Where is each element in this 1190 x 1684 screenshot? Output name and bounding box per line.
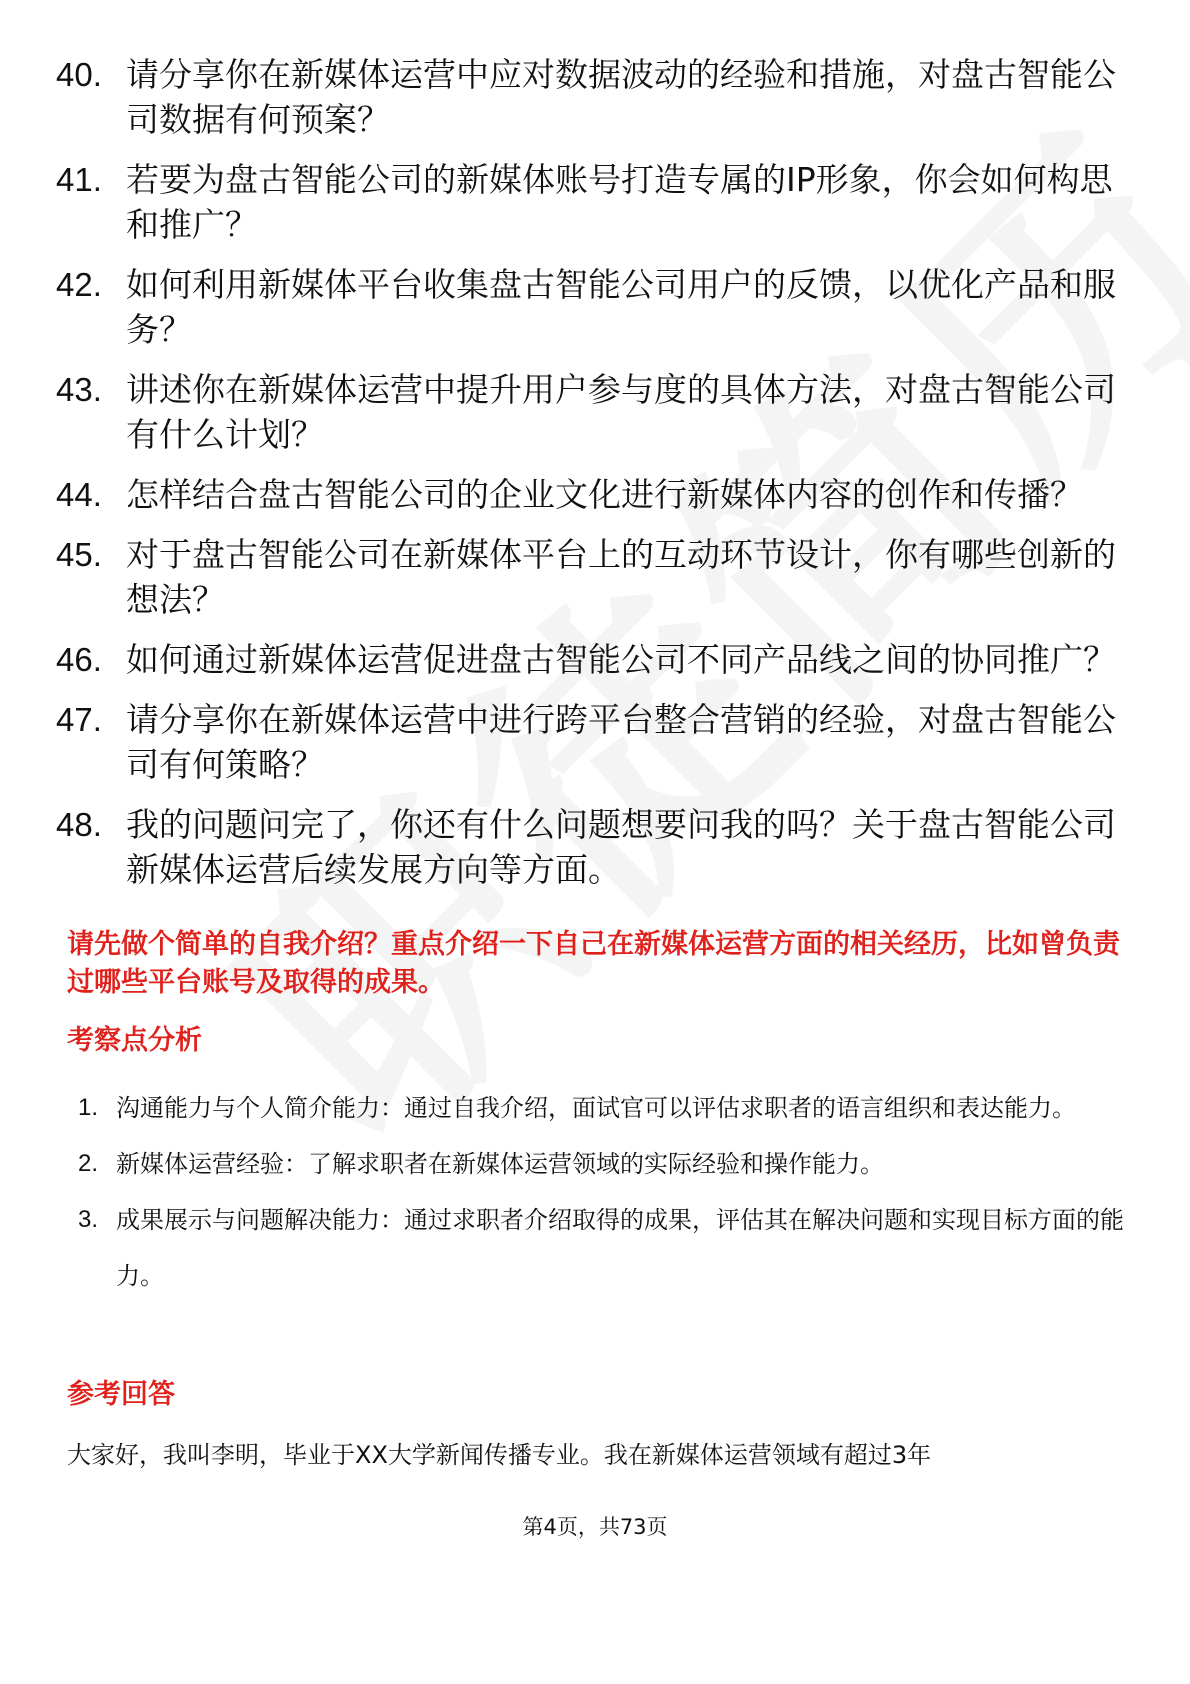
- question-text: 若要为盘古智能公司的新媒体账号打造专属的IP形象，你会如何构思和推广？: [126, 160, 1113, 244]
- question-text: 如何利用新媒体平台收集盘古智能公司用户的反馈，以优化产品和服务？: [126, 265, 1116, 349]
- question-number: 40.: [56, 56, 102, 93]
- analysis-item: [78, 1192, 1128, 1304]
- question-text: 怎样结合盘古智能公司的企业文化进行新媒体内容的创作和传播？: [126, 475, 1083, 514]
- question-item: [56, 262, 1126, 352]
- analysis-item: [78, 1080, 1128, 1136]
- question-text: 对于盘古智能公司在新媒体平台上的互动环节设计，你有哪些创新的想法？: [126, 535, 1116, 619]
- question-item: [56, 532, 1126, 622]
- analysis-number: 3.: [78, 1206, 99, 1233]
- answer-text: 大家好，我叫李明，毕业于XX大学新闻传播专业。我在新媒体运营领域有超过3年: [67, 1441, 932, 1469]
- question-number: 41.: [56, 161, 102, 198]
- question-item: [56, 52, 1126, 142]
- question-text: 请分享你在新媒体运营中应对数据波动的经验和措施，对盘古智能公司数据有何预案？: [126, 55, 1116, 139]
- analysis-list: [78, 1080, 1128, 1304]
- answer-title: 参考回答: [67, 1379, 175, 1410]
- question-number: 48.: [56, 806, 102, 843]
- question-number: 42.: [56, 266, 102, 303]
- question-item: [56, 367, 1126, 457]
- analysis-title: 考察点分析: [67, 1025, 202, 1056]
- analysis-item: [78, 1136, 1128, 1192]
- analysis-number: 1.: [78, 1094, 99, 1121]
- analysis-text: 成果展示与问题解决能力：通过求职者介绍取得的成果，评估其在解决问题和实现目标方面的能力。: [116, 1206, 1124, 1290]
- analysis-text: 新媒体运营经验：了解求职者在新媒体运营领域的实际经验和操作能力。: [116, 1150, 884, 1178]
- question-text: 请分享你在新媒体运营中进行跨平台整合营销的经验，对盘古智能公司有何策略？: [126, 700, 1116, 784]
- question-number: 43.: [56, 371, 102, 408]
- question-text: 讲述你在新媒体运营中提升用户参与度的具体方法，对盘古智能公司有什么计划？: [126, 370, 1116, 454]
- question-number: 45.: [56, 536, 102, 573]
- question-item: [56, 697, 1126, 787]
- question-number: 47.: [56, 701, 102, 738]
- highlight-question: 请先做个简单的自我介绍？重点介绍一下自己在新媒体运营方面的相关经历，比如曾负责过哪些平台账号及取得的成果。: [67, 929, 1120, 998]
- question-list: [56, 52, 1126, 907]
- page-footer: 第4页，共73页: [522, 1515, 668, 1539]
- question-item: [56, 157, 1126, 247]
- analysis-number: 2.: [78, 1150, 99, 1177]
- question-text: 我的问题问完了，你还有什么问题想要问我的吗？关于盘古智能公司新媒体运营后续发展方向等方面。: [126, 805, 1116, 889]
- question-item: [56, 802, 1126, 892]
- question-item: [56, 472, 1126, 517]
- question-number: 44.: [56, 476, 102, 513]
- analysis-text: 沟通能力与个人简介能力：通过自我介绍，面试官可以评估求职者的语言组织和表达能力。: [116, 1094, 1076, 1122]
- question-item: [56, 637, 1126, 682]
- question-number: 46.: [56, 641, 102, 678]
- question-text: 如何通过新媒体运营促进盘古智能公司不同产品线之间的协同推广？: [126, 640, 1116, 679]
